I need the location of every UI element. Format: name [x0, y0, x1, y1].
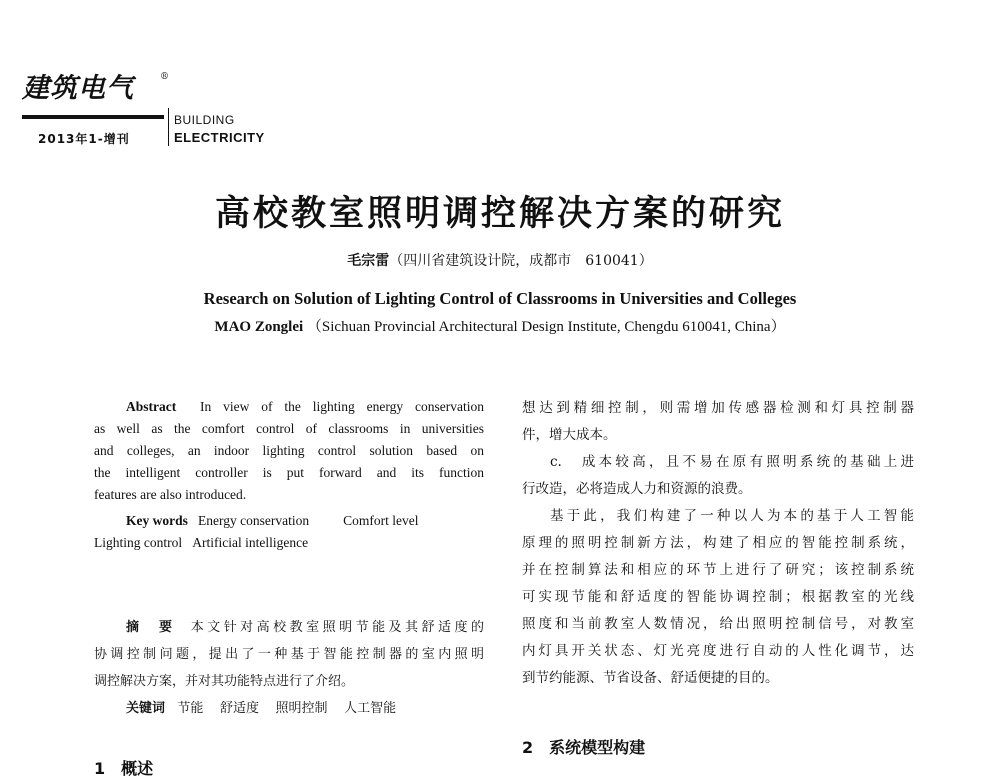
- keyword-en: Energy conservation: [198, 513, 310, 528]
- body-line: 到节约能源、节省设备、舒适便捷的目的。: [522, 670, 779, 686]
- body-line: 想达到精细控制，则需增加传感器检测和灯具控制器: [522, 400, 914, 416]
- abstract-cn-line: [94, 614, 484, 641]
- header-divider: [168, 108, 169, 146]
- keyword-en: Lighting control: [94, 535, 183, 550]
- body-line: 内灯具开关状态、灯光亮度进行自动的人性化调节，达: [522, 643, 914, 659]
- journal-name-en-line1: BUILDING: [174, 113, 235, 127]
- keyword-en: Comfort level: [343, 513, 419, 528]
- abstract-en: [94, 396, 484, 554]
- keywords-en-line2: [94, 532, 484, 554]
- section-heading-2: 2 系统模型构建: [522, 738, 646, 757]
- abstract-cn: [94, 614, 484, 722]
- body-line: 并在控制算法和相应的环节上进行了研究；该控制系统: [522, 562, 914, 578]
- abstract-cn-line: 调控解决方案，并对其功能特点进行了介绍。: [94, 674, 355, 689]
- paper-title-en: Research on Solution of Lighting Control of Classrooms in Universities and Colleges: [203, 289, 797, 308]
- issue-label: 2013年1-增刊: [38, 132, 130, 146]
- abstract-cn-label: 摘 要: [126, 620, 176, 635]
- body-line: 行改造，必将造成人力和资源的浪费。: [522, 481, 752, 497]
- body-line: 可实现节能和舒适度的智能协调控制；根据教室的光线: [522, 589, 914, 605]
- abstract-cn-text: 本文针对高校教室照明节能及其舒适度的: [190, 620, 484, 635]
- author-name-en: MAO Zonglei: [214, 319, 304, 335]
- body-line: 基于此，我们构建了一种以人为本的基于人工智能: [550, 508, 914, 524]
- header-rule: [22, 115, 164, 119]
- abstract-en-label: Abstract: [126, 399, 177, 414]
- keyword-cn: 人工智能: [344, 701, 397, 716]
- abstract-en-line: as well as the comfort control of classrooms in universities: [94, 421, 484, 436]
- author-affiliation-cn: （四川省建筑设计院，成都市 610041）: [389, 253, 653, 269]
- abstract-en-line: and colleges, an indoor lighting control solution based on: [94, 443, 484, 458]
- abstract-cn-line: 协调控制问题，提出了一种基于智能控制器的室内照明: [94, 647, 484, 662]
- journal-logo: 建筑电气: [22, 73, 134, 104]
- keyword-cn: 照明控制: [275, 701, 328, 716]
- author-name-cn: 毛宗雷: [347, 253, 390, 269]
- section-heading-1: 1 概述: [94, 759, 154, 778]
- keywords-en-label: Key words: [126, 513, 188, 528]
- body-line: 照度和当前教室人数情况，给出照明控制信号，对教室: [522, 616, 914, 632]
- author-affiliation-en: （Sichuan Provincial Architectural Design Institute, Chengdu 610041, China）: [306, 319, 786, 335]
- keywords-en: [94, 510, 484, 532]
- abstract-en-text: In view of the lighting energy conservation: [200, 399, 484, 414]
- keyword-cn: 节能: [177, 701, 204, 716]
- body-line: c. 成本较高，且不易在原有照明系统的基础上进: [550, 454, 914, 470]
- author-line-en: [0, 315, 1000, 336]
- body-line: 原理的照明控制新方法，构建了相应的智能控制系统，: [522, 535, 914, 551]
- author-line-cn: [0, 250, 1000, 270]
- abstract-en-line: [94, 396, 484, 418]
- abstract-en-line: the intelligent controller is put forward and its function: [94, 465, 484, 480]
- journal-name-en-line2: ELECTRICITY: [174, 130, 265, 145]
- body-line: 件，增大成本。: [522, 427, 617, 443]
- keyword-cn: 舒适度: [219, 701, 259, 716]
- registered-mark: ®: [160, 72, 169, 82]
- abstract-en-line: features are also introduced.: [94, 487, 247, 502]
- paper-title-cn: 高校教室照明调控解决方案的研究: [214, 193, 785, 234]
- keyword-en: Artificial intelligence: [192, 535, 309, 550]
- keywords-cn-label: 关键词: [126, 701, 166, 716]
- body-right-column: [522, 395, 914, 692]
- keywords-cn: [94, 695, 484, 722]
